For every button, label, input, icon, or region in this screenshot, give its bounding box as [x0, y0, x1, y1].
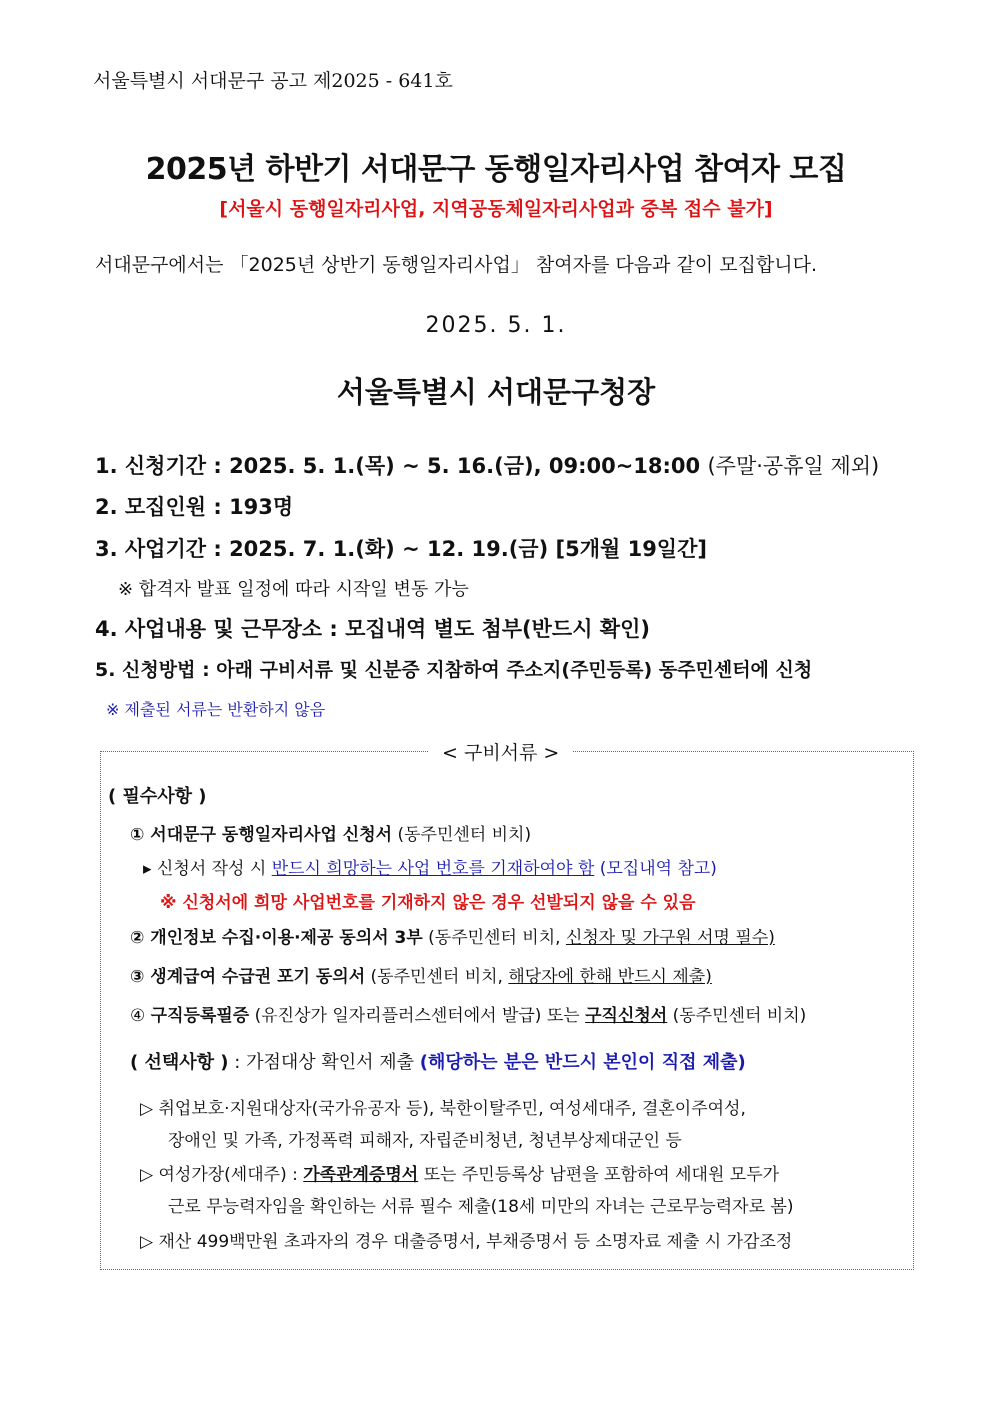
optional-description: : 가점대상 확인서 제출 — [234, 1052, 415, 1073]
required-item-1-sub-pre: ▸ 신청서 작성 시 — [143, 859, 267, 879]
item-application-method: 5. 신청방법 : 아래 구비서류 및 신분증 지참하여 주소지(주민등록) 동주민센터에 신청 — [95, 659, 813, 681]
optional-item-2-pre: ▷ 여성가장(세대주) : — [140, 1165, 298, 1185]
issuer-name: 서울특별시 서대문구청장 — [336, 375, 656, 409]
page-subtitle: [서울시 동행일자리사업, 지역공동체일자리사업과 중복 접수 불가] — [219, 198, 773, 220]
item-business-period: 3. 사업기간 : 2025. 7. 1.(화) ~ 12. 19.(금) [5개월 19일간] — [95, 537, 707, 561]
optional-emphasis: (해당하는 분은 반드시 본인이 직접 제출) — [419, 1052, 746, 1073]
required-item-2-note: (동주민센터 비치, — [428, 928, 561, 948]
required-item-4-note2: (동주민센터 비치) — [672, 1006, 807, 1026]
required-item-3-note: (동주민센터 비치, — [370, 967, 503, 987]
required-item-3 — [130, 962, 712, 987]
required-item-1 — [130, 820, 531, 845]
optional-label: ( 선택사항 ) — [130, 1052, 229, 1073]
optional-item-1-line2: 장애인 및 가족, 가정폭력 피해자, 자립준비청년, 청년부상제대군인 등 — [168, 1131, 682, 1151]
required-item-2 — [130, 923, 775, 948]
item-recruit-count: 2. 모집인원 : 193명 — [95, 495, 294, 519]
required-item-1-note: (동주민센터 비치) — [397, 825, 532, 845]
required-item-1-name: ① 서대문구 동행일자리사업 신청서 — [130, 825, 393, 845]
item-business-content: 4. 사업내용 및 근무장소 : 모집내역 별도 첨부(반드시 확인) — [95, 617, 650, 641]
required-item-4 — [130, 1001, 806, 1026]
item-application-period — [95, 450, 879, 480]
notice-number: 서울특별시 서대문구 공고 제2025 - 641호 — [93, 70, 453, 92]
intro-text: 서대문구에서는 「2025년 상반기 동행일자리사업」 참여자를 다음과 같이 모집합니다. — [95, 254, 817, 276]
optional-item-2-line2: 근로 무능력자임을 확인하는 서류 필수 제출(18세 미만의 자녀는 근로무능력자로 봄) — [168, 1197, 794, 1217]
required-item-1-sub — [143, 854, 717, 879]
required-item-4-name1: 구직등록필증 — [150, 1006, 250, 1026]
documents-box-title: < 구비서류 > — [428, 738, 573, 765]
business-period-note: ※ 합격자 발표 일정에 따라 시작일 변동 가능 — [118, 579, 469, 600]
required-item-1-warning: ※ 신청서에 희망 사업번호를 기재하지 않은 경우 선발되지 않을 수 있음 — [160, 893, 696, 913]
optional-item-3: ▷ 재산 499백만원 초과자의 경우 대출증명서, 부채증명서 등 소명자료 제출 시 가감조정 — [140, 1232, 793, 1252]
required-item-4-number: ④ — [130, 1006, 146, 1026]
required-item-4-name2: 구직신청서 — [585, 1006, 668, 1026]
optional-item-1-line1: ▷ 취업보호·지원대상자(국가유공자 등), 북한이탈주민, 여성세대주, 결혼이주여성, — [140, 1099, 746, 1119]
page-title: 2025년 하반기 서대문구 동행일자리사업 참여자 모집 — [145, 152, 847, 187]
required-item-3-name: ③ 생계급여 수급권 포기 동의서 — [130, 967, 366, 987]
required-item-1-sub-emphasis: 반드시 희망하는 사업 번호를 기재하여야 함 — [271, 859, 595, 879]
required-label: ( 필수사항 ) — [108, 786, 207, 807]
required-item-2-underline: 신청자 및 가구원 서명 필수) — [565, 928, 775, 948]
required-item-2-name: ② 개인정보 수집·이용·제공 동의서 3부 — [130, 928, 423, 948]
application-period-text: 1. 신청기간 : 2025. 5. 1.(목) ~ 5. 16.(금), 09:00~18:00 — [95, 454, 701, 478]
optional-item-2-doc: 가족관계증명서 — [303, 1165, 419, 1185]
optional-item-2-line1 — [140, 1160, 779, 1185]
method-note: ※ 제출된 서류는 반환하지 않음 — [106, 700, 326, 719]
required-item-4-note1: (유진상가 일자리플러스센터에서 발급) 또는 — [254, 1006, 580, 1026]
notice-date: 2025. 5. 1. — [425, 313, 567, 338]
optional-item-2-post: 또는 주민등록상 남편을 포함하여 세대원 모두가 — [423, 1165, 780, 1185]
application-period-note: (주말·공휴일 제외) — [707, 454, 880, 478]
required-item-1-sub-post: (모집내역 참고) — [599, 859, 717, 879]
required-item-3-underline: 해당자에 한해 반드시 제출) — [508, 967, 712, 987]
optional-heading — [130, 1048, 746, 1074]
